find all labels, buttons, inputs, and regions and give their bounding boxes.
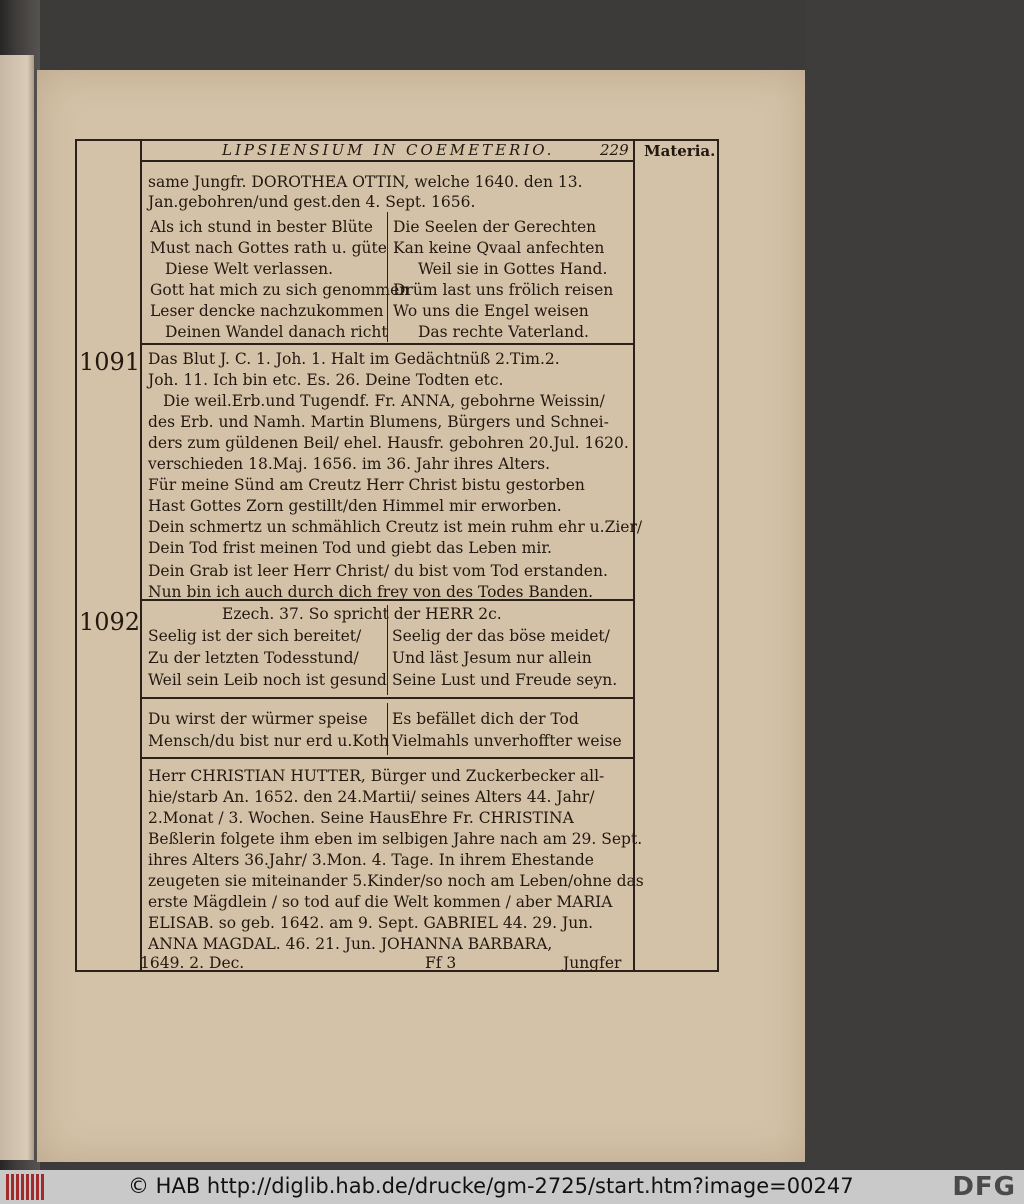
entry-line: Das Blut J. C. 1. Joh. 1. Halt im Gedächtnüß 2.Tim.2. [148,350,560,368]
section-rule-1 [140,343,635,345]
entry-line: Hast Gottes Zorn gestillt/den Himmel mir erworben. [148,497,562,515]
library-logo-icon [6,1174,46,1200]
poem-line: Must nach Gottes rath u. güte [150,239,387,257]
footer-date: 1649. 2. Dec. [140,954,245,972]
margin-note: Materia. [644,142,716,160]
entry-line: Nun bin ich auch durch dich frey von des Todes Banden. [148,583,594,601]
intro-line: Jan.gebohren/und gest.den 4. Sept. 1656. [148,193,476,211]
header-rule [140,160,635,162]
poem-line: Seelig der das böse meidet/ [392,627,610,645]
poem-line: Die Seelen der Gerechten [393,218,597,236]
entry-line: ELISAB. so geb. 1642. am 9. Sept. GABRIEL 44. 29. Jun. [148,914,594,932]
entry-line: Beßlerin folgete ihm eben im selbigen Jahre nach am 29. Sept. [148,830,643,848]
poem-line: Wo uns die Engel weisen [393,302,589,320]
intro-line: same Jungfr. DOROTHEA OTTIN, welche 1640. den 13. [148,173,583,191]
poem-line: Das rechte Vaterland. [418,323,589,341]
poem-line: Seine Lust und Freude seyn. [392,671,618,689]
poem-line: Deinen Wandel danach richt [165,323,388,341]
entry-line: Dein Grab ist leer Herr Christ/ du bist vom Tod erstanden. [148,562,608,580]
entry-line: erste Mägdlein / so tod auf die Welt kommen / aber MARIA [148,893,613,911]
viewer-footer [0,1170,1024,1204]
poem-line: Seelig ist der sich bereitet/ [148,627,362,645]
poem-line: Es befället dich der Tod [392,710,579,728]
entry-line: Joh. 11. Ich bin etc. Es. 26. Deine Todten etc. [148,371,504,389]
section-rule-4 [140,757,635,759]
entry-line: ANNA MAGDAL. 46. 21. Jun. JOHANNA BARBARA, [148,935,553,953]
section-rule-3 [140,697,635,699]
poem-line: Zu der letzten Todesstund/ [148,649,359,667]
previous-page-edge [0,55,34,1160]
poem-line: Du wirst der würmer speise [148,710,368,728]
running-title: LIPSIENSIUM IN COEMETERIO. [222,141,555,159]
source-credit-link[interactable]: © HAB http://diglib.hab.de/drucke/gm-2725/start.htm?image=00247 [128,1174,854,1198]
poem-line: Vielmahls unverhoffter weise [392,732,622,750]
entry-line: 2.Monat / 3. Wochen. Seine HausEhre Fr. CHRISTINA [148,809,574,827]
background-right [805,0,1024,1170]
entry-line: des Erb. und Namh. Martin Blumens, Bürgers und Schnei- [148,413,609,431]
entry-line: ders zum güldenen Beil/ ehel. Hausfr. gebohren 20.Jul. 1620. [148,434,629,452]
entry-line: Die weil.Erb.und Tugendf. Fr. ANNA, gebohrne Weissin/ [163,392,605,410]
entry-line: Dein schmertz un schmählich Creutz ist mein ruhm ehr u.Zier/ [148,518,643,536]
entry-number: 1092 [79,608,141,636]
poem-line: Mensch/du bist nur erd u.Koth [148,732,390,750]
entry-number: 1091 [79,348,141,376]
entry-line: Für meine Sünd am Creutz Herr Christ bistu gestorben [148,476,585,494]
poem-line: Leser dencke nachzukommen [150,302,384,320]
page-number: 229 [600,141,629,159]
poem-line: Weil sein Leib noch ist gesund [148,671,387,689]
entry-heading: Ezech. 37. So spricht der HERR 2c. [222,605,502,623]
poem-line: Weil sie in Gottes Hand. [418,260,608,278]
poem-line: Und läst Jesum nur allein [392,649,592,667]
entry-line: verschieden 18.Maj. 1656. im 36. Jahr ihres Alters. [148,455,550,473]
dfg-logo: DFG [952,1172,1016,1202]
poem-line: Als ich stund in bester Blüte [150,218,373,236]
entry-line: Dein Tod frist meinen Tod und giebt das Leben mir. [148,539,552,557]
margin-rule-left [140,139,142,972]
entry-line: zeugeten sie miteinander 5.Kinder/so noch am Leben/ohne das [148,872,644,890]
poem-line: Gott hat mich zu sich genommen [150,281,410,299]
signature-mark: Ff 3 [425,954,457,972]
poem-line: Kan keine Qvaal anfechten [393,239,605,257]
poem-line: Drüm last uns frölich reisen [393,281,614,299]
poem-line: Diese Welt verlassen. [165,260,334,278]
entry-line: ihres Alters 36.Jahr/ 3.Mon. 4. Tage. In ihrem Ehestande [148,851,594,869]
entry-line: hie/starb An. 1652. den 24.Martii/ seines Alters 44. Jahr/ [148,788,595,806]
catchword: Jungfer [563,954,622,972]
entry-line: Herr CHRISTIAN HUTTER, Bürger und Zuckerbecker all- [148,767,605,785]
